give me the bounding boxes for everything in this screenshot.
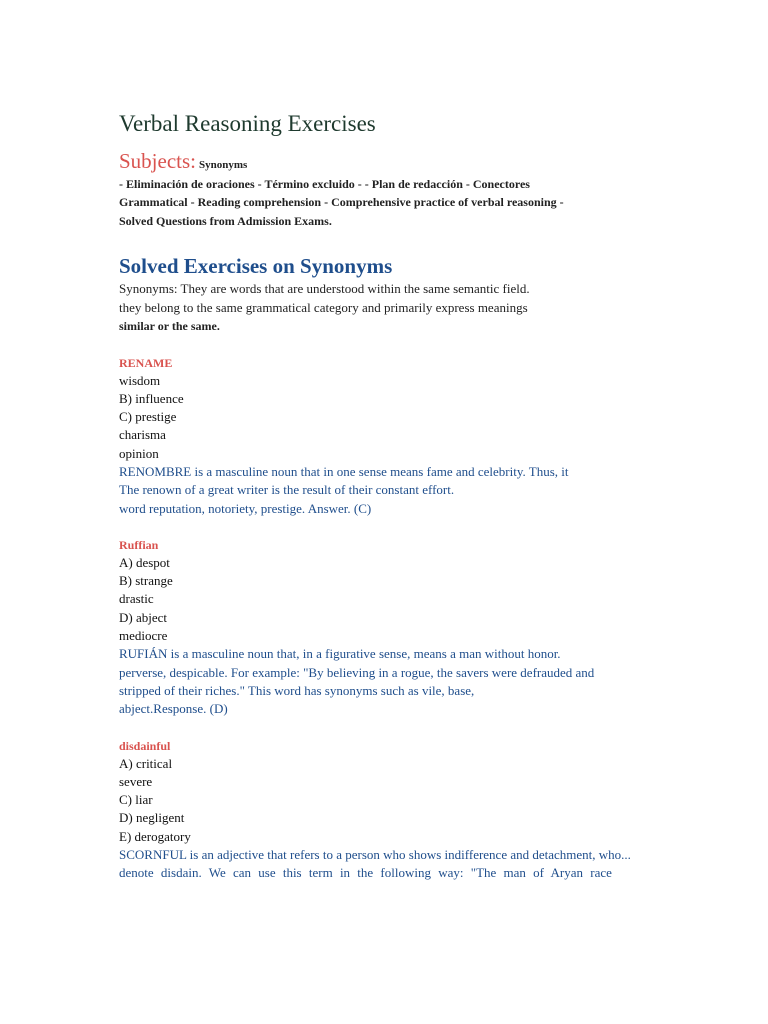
explanation-line: RUFIÁN is a masculine noun that, in a figurative sense, means a man without honor. [119, 646, 561, 662]
answer-option: B) influence [119, 390, 184, 406]
answer-option: D) abject [119, 609, 168, 625]
explanation-line: abject.Response. (D) [119, 701, 228, 717]
answer-option: opinion [119, 445, 159, 461]
document-content [119, 108, 679, 883]
answer-option: wisdom [119, 372, 161, 388]
question-title: Ruffian [119, 537, 159, 552]
question-block [119, 536, 679, 719]
subjects-block [119, 149, 679, 230]
intro-line: Synonyms: They are words that are understood within the same semantic field. [119, 281, 530, 296]
explanation-line: word reputation, notoriety, prestige. Answer. (C) [119, 500, 372, 516]
answer-explanation [119, 846, 679, 883]
explanation-line: stripped of their riches." This word has synonyms such as vile, base, [119, 682, 475, 698]
answer-option: mediocre [119, 628, 168, 644]
answer-option: A) despot [119, 554, 170, 570]
question-title: disdainful [119, 738, 171, 753]
answer-option: E) derogatory [119, 828, 191, 844]
answer-explanation [119, 463, 679, 518]
answer-option: charisma [119, 427, 166, 443]
explanation-line: The renown of a great writer is the result of their constant effort. [119, 482, 455, 498]
answer-option: C) prestige [119, 409, 177, 425]
answer-option: A) critical [119, 755, 173, 771]
answer-option: C) liar [119, 792, 153, 808]
page-title: Verbal Reasoning Exercises [119, 111, 376, 136]
subjects-first-topic: Synonyms [199, 159, 248, 171]
question-block [119, 737, 679, 883]
answer-option: severe [119, 773, 153, 789]
intro-bold-line: similar or the same. [119, 319, 220, 333]
subjects-label: Subjects: [119, 149, 196, 173]
explanation-line: RENOMBRE is a masculine noun that in one sense means fame and celebrity. Thus, it [119, 463, 569, 479]
answer-option: D) negligent [119, 810, 185, 826]
explanation-line: denote disdain. We can use this term in the following way: "The man of Aryan race [119, 865, 612, 881]
answer-explanation [119, 645, 679, 718]
explanation-line: perverse, despicable. For example: "By believing in a rogue, the savers were defrauded and [119, 664, 595, 680]
subjects-line: Grammatical - Reading comprehension - Comprehensive practice of verbal reasoning - [119, 195, 564, 209]
subjects-line: Solved Questions from Admission Exams. [119, 213, 332, 228]
question-block [119, 354, 679, 518]
answer-option: B) strange [119, 573, 173, 589]
answer-option: drastic [119, 591, 154, 607]
intro-paragraph [119, 280, 679, 336]
section-title: Solved Exercises on Synonyms [119, 254, 393, 278]
explanation-line: SCORNFUL is an adjective that refers to a person who shows indifference and detachment, who... [119, 847, 631, 863]
intro-line: they belong to the same grammatical category and primarily express meanings [119, 299, 528, 315]
question-title: RENAME [119, 355, 173, 370]
subjects-line: - Eliminación de oraciones - Término excluido - - Plan de redacción - Conectores [119, 176, 530, 191]
